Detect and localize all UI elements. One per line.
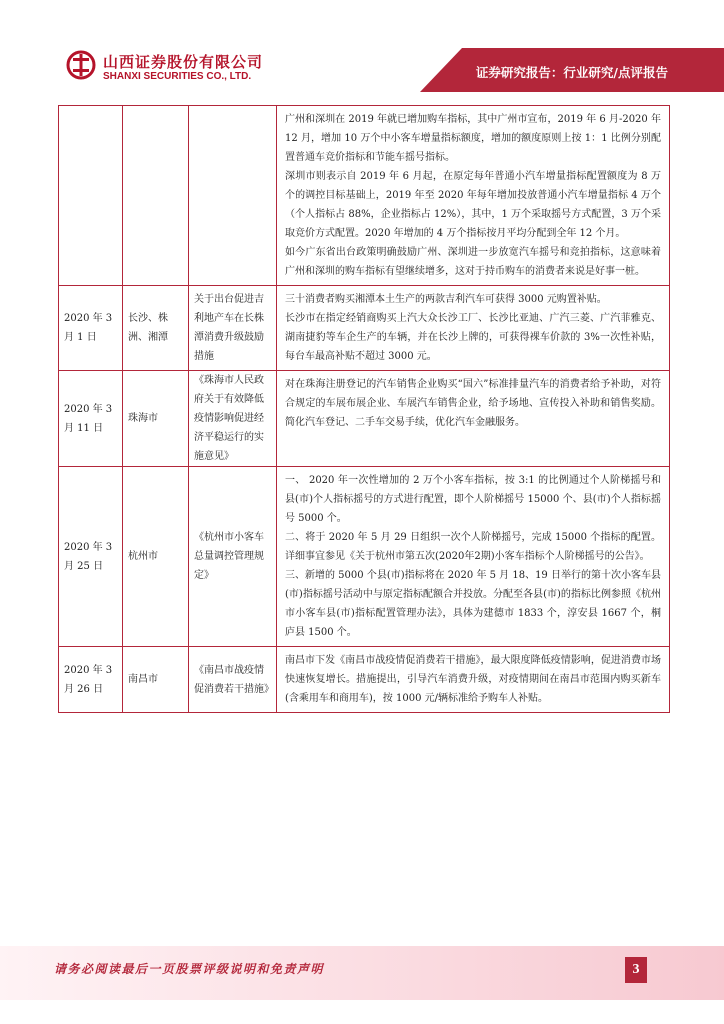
cell-date	[59, 106, 123, 286]
cell-region: 杭州市	[123, 467, 189, 647]
content-paragraph: 如今广东省出台政策明确鼓励广州、深圳进一步放宽汽车摇号和竞拍指标，这意味着广州和深圳的购车指标有望继续增多，这对于持币购车的消费者来说是好事一桩。	[285, 247, 661, 277]
cell-date: 2020 年 3 月 11 日	[59, 371, 123, 467]
report-type-title: 证券研究报告：行业研究/点评报告	[475, 65, 668, 80]
cell-region: 南昌市	[123, 647, 189, 713]
policy-table	[58, 105, 670, 713]
cell-date: 2020 年 3 月 26 日	[59, 647, 123, 713]
cell-policy: 关于出台促进吉利地产车在长株潭消费升级鼓励措施	[189, 286, 277, 371]
cell-policy: 《南昌市战疫情促消费若干措施》	[189, 647, 277, 713]
company-logo-icon	[66, 50, 96, 80]
cell-date: 2020 年 3 月 1 日	[59, 286, 123, 371]
cell-content	[277, 106, 670, 286]
content-paragraph: 广州和深圳在 2019 年就已增加购车指标，其中广州市宣布，2019 年 6 月-2020 年 12 月，增加 10 万个中小客车增量指标额度，增加的额度原则上按 1：1 比例分别配置普通车竞价指标和节能车摇号指标。	[285, 114, 661, 163]
content-paragraph: 三十消费者购买湘潭本土生产的两款吉利汽车可获得 3000 元购置补贴。	[285, 294, 607, 305]
company-name-en: SHANXI SECURITIES CO., LTD.	[103, 71, 252, 82]
content-paragraph: 长沙市在指定经销商购买上汽大众长沙工厂、长沙比亚迪、广汽三菱、广汽菲雅克、湖南捷豹等车企生产的车辆，并在长沙上牌的，可获得裸车价款的 3%一次性补贴，每台车最高补贴不超过 3000 元。	[285, 313, 661, 362]
table-row	[59, 106, 670, 286]
company-name-cn: 山西证券股份有限公司	[103, 53, 264, 71]
cell-date: 2020 年 3 月 25 日	[59, 467, 123, 647]
table-row	[59, 647, 670, 713]
content-paragraph: 对在珠海注册登记的汽车销售企业购买“国六”标准排量汽车的消费者给予补助，对符合规定的车展布展企业、车展汽车销售企业，给予场地、宣传投入补助和销售奖励。简化汽车登记、二手车交易手续，优化汽车金融服务。	[285, 379, 661, 428]
cell-region: 珠海市	[123, 371, 189, 467]
content-paragraph: 南昌市下发《南昌市战疫情促消费若干措施》，最大限度降低疫情影响，促进消费市场快速恢复增长。措施提出，引导汽车消费升级，对疫情期间在南昌市范围内购买新车(含乘用车和商用车)，按 1000 元/辆标准给予购车人补贴。	[285, 655, 661, 704]
cell-content	[277, 647, 670, 713]
page-number: 3	[625, 957, 647, 983]
cell-content	[277, 371, 670, 467]
cell-policy	[189, 106, 277, 286]
content-paragraph: 深圳市则表示自 2019 年 6 月起，在原定每年普通小汽车增量指标配置额度为 8 万个的调控目标基础上，2019 年至 2020 年每年增加投放普通小汽车增量指标 4 万个（个人指标占 88%，企业指标占 12%），其中，1 万个采取摇号方式配置，3 万个采取竞价方式配置。2020 年增加的 4 万个指标按月平均分配到全年 12 个月。	[285, 171, 661, 239]
page-header	[0, 0, 724, 92]
cell-region	[123, 106, 189, 286]
table-row	[59, 371, 670, 467]
table-row	[59, 467, 670, 647]
cell-policy: 《珠海市人民政府关于有效降低疫情影响促进经济平稳运行的实施意见》	[189, 371, 277, 467]
cell-content	[277, 286, 670, 371]
cell-content	[277, 467, 670, 647]
content-paragraph: 一、 2020 年一次性增加的 2 万个小客车指标，按 3:1 的比例通过个人阶梯摇号和县(市)个人指标摇号的方式进行配置，即个人阶梯摇号 15000 个、县(市)个人指标摇号 5000 个。	[285, 475, 661, 524]
content-paragraph: 二、将于 2020 年 5 月 29 日组织一次个人阶梯摇号，完成 15000 个指标的配置。详细事宜参见《关于杭州市第五次(2020年2期)小客车指标个人阶梯摇号的公告》。	[285, 532, 661, 562]
cell-policy: 《杭州市小客车总量调控管理规定》	[189, 467, 277, 647]
table-row	[59, 286, 670, 371]
footer-disclaimer: 请务必阅读最后一页股票评级说明和免责声明	[54, 962, 325, 976]
cell-region: 长沙、株洲、湘潭	[123, 286, 189, 371]
content-paragraph: 三、新增的 5000 个县(市)指标将在 2020 年 5 月 18、19 日举行的第十次小客车县(市)指标摇号活动中与原定指标配额合并投放。分配至各县(市)的指标比例参照《杭州市小客车县(市)指标配置管理办法》，具体为建德市 1833 个，淳安县 1667 个，桐庐县 1500 个。	[285, 570, 661, 638]
